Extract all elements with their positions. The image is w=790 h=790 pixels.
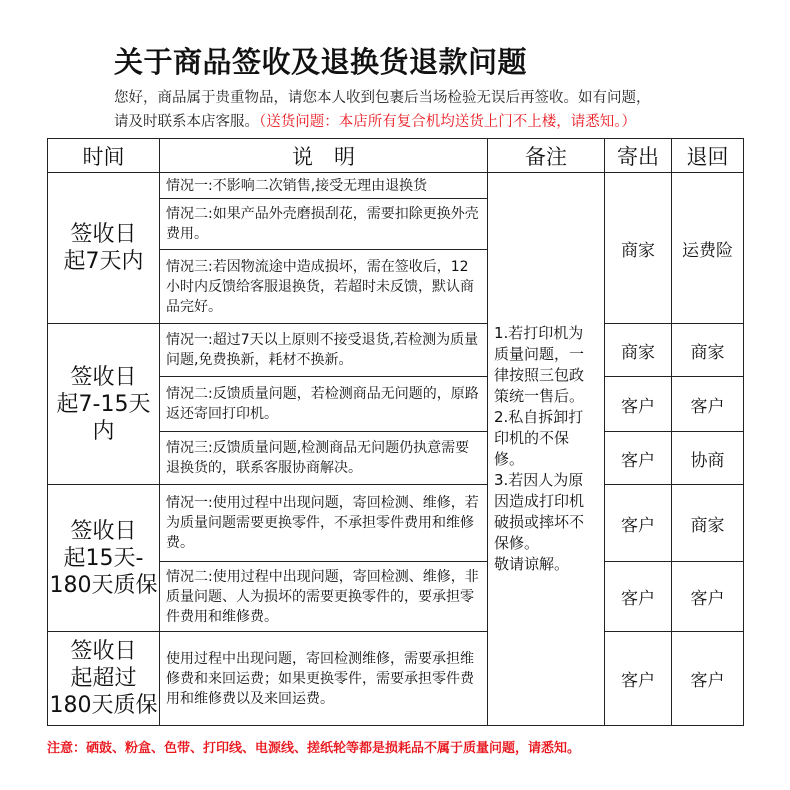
intro-line-1: 您好，商品属于贵重物品，请您本人收到包裹后当场检验无误后再签收。如有问题，	[114, 90, 651, 106]
table-row	[48, 324, 744, 377]
table-row	[48, 485, 744, 562]
return-cell: 客户	[672, 562, 744, 632]
time-cell-7-15days	[48, 324, 160, 485]
time-text: 180天质保	[49, 693, 158, 719]
remark-4: 敬请谅解。	[494, 555, 570, 573]
send-cell: 客户	[605, 562, 672, 632]
time-cell-15-180days	[48, 485, 160, 632]
remark-3: 3.若因人为原因造成打印机破损或摔坏不保修。	[494, 471, 585, 552]
time-cell-7days	[48, 173, 160, 324]
case-cell: 情况二:如果产品外壳磨损刮花，需要扣除更换外壳费用。	[160, 199, 488, 250]
time-text: 签收日	[70, 639, 137, 665]
table-row	[48, 173, 744, 199]
header-return: 退回	[672, 139, 744, 173]
remark-1: 1.若打印机为质量问题，一律按照三包政策统一售后。	[494, 324, 585, 405]
header-time: 时间	[48, 139, 160, 173]
send-cell: 商家	[605, 173, 672, 324]
time-cell-over-180days	[48, 632, 160, 726]
intro-contact: 请及时联系本店客服。	[114, 114, 259, 130]
delivery-notice: （送货问题：本店所有复合机均送货上门不上楼，请悉知。）	[259, 114, 636, 130]
case-cell: 情况二:使用过程中出现问题，寄回检测、维修，非质量问题、人为损坏的需要更换零件的，要承担零件费用和维修费。	[160, 562, 488, 632]
case-cell: 情况三:反馈质量问题,检测商品无问题仍执意需要退换货的，联系客服协商解决。	[160, 432, 488, 485]
header-description: 说 明	[160, 139, 488, 173]
time-text: 起超过	[70, 666, 137, 692]
remark-2: 2.私自拆卸打印机的不保修。	[494, 408, 584, 468]
footer-notice: 注意：硒鼓、粉盒、色带、打印线、电源线、搓纸轮等都是损耗品不属于质量问题，请悉知。	[47, 741, 581, 756]
intro-line-2	[114, 110, 651, 134]
return-cell: 客户	[672, 632, 744, 726]
time-text: 起15天-	[63, 545, 144, 571]
header-remarks: 备注	[488, 139, 605, 173]
time-text: 起7-15天	[56, 391, 151, 417]
intro-text	[114, 86, 651, 134]
case-cell: 情况一:超过7天以上原则不接受退货,若检测为质量问题,免费换新，耗材不换新。	[160, 324, 488, 377]
return-cell: 运费险	[672, 173, 744, 324]
table-row	[48, 632, 744, 726]
case-cell: 情况一:使用过程中出现问题，寄回检测、维修，若为质量问题需要更换零件，不承担零件费用和维修费。	[160, 485, 488, 562]
header-send-out: 寄出	[605, 139, 672, 173]
time-text: 内	[92, 418, 115, 444]
case-cell: 情况二:反馈质量问题，若检测商品无问题的，原路返还寄回打印机。	[160, 377, 488, 432]
time-text: 签收日	[70, 364, 137, 390]
return-cell: 协商	[672, 432, 744, 485]
send-cell: 商家	[605, 324, 672, 377]
time-text: 180天质保	[49, 572, 158, 598]
policy-table	[47, 138, 744, 726]
send-cell: 客户	[605, 632, 672, 726]
remarks-cell	[488, 173, 605, 726]
time-text: 签收日	[70, 222, 137, 248]
return-cell: 客户	[672, 377, 744, 432]
send-cell: 客户	[605, 432, 672, 485]
case-cell: 情况三:若因物流途中造成损坏，需在签收后，12小时内反馈给客服退换货，若超时未反馈，默认商品完好。	[160, 250, 488, 324]
send-cell: 客户	[605, 485, 672, 562]
send-cell: 客户	[605, 377, 672, 432]
return-cell: 商家	[672, 324, 744, 377]
time-text: 起7天内	[63, 249, 144, 275]
table-header-row	[48, 139, 744, 173]
page-title: 关于商品签收及退换货退款问题	[114, 45, 528, 79]
return-cell: 商家	[672, 485, 744, 562]
case-cell: 情况一:不影响二次销售,接受无理由退换货	[160, 173, 488, 199]
time-text: 签收日	[70, 518, 137, 544]
case-cell: 使用过程中出现问题，寄回检测维修，需要承担维修费和来回运费；如果更换零件，需要承担零件费用和维修费以及来回运费。	[160, 632, 488, 726]
